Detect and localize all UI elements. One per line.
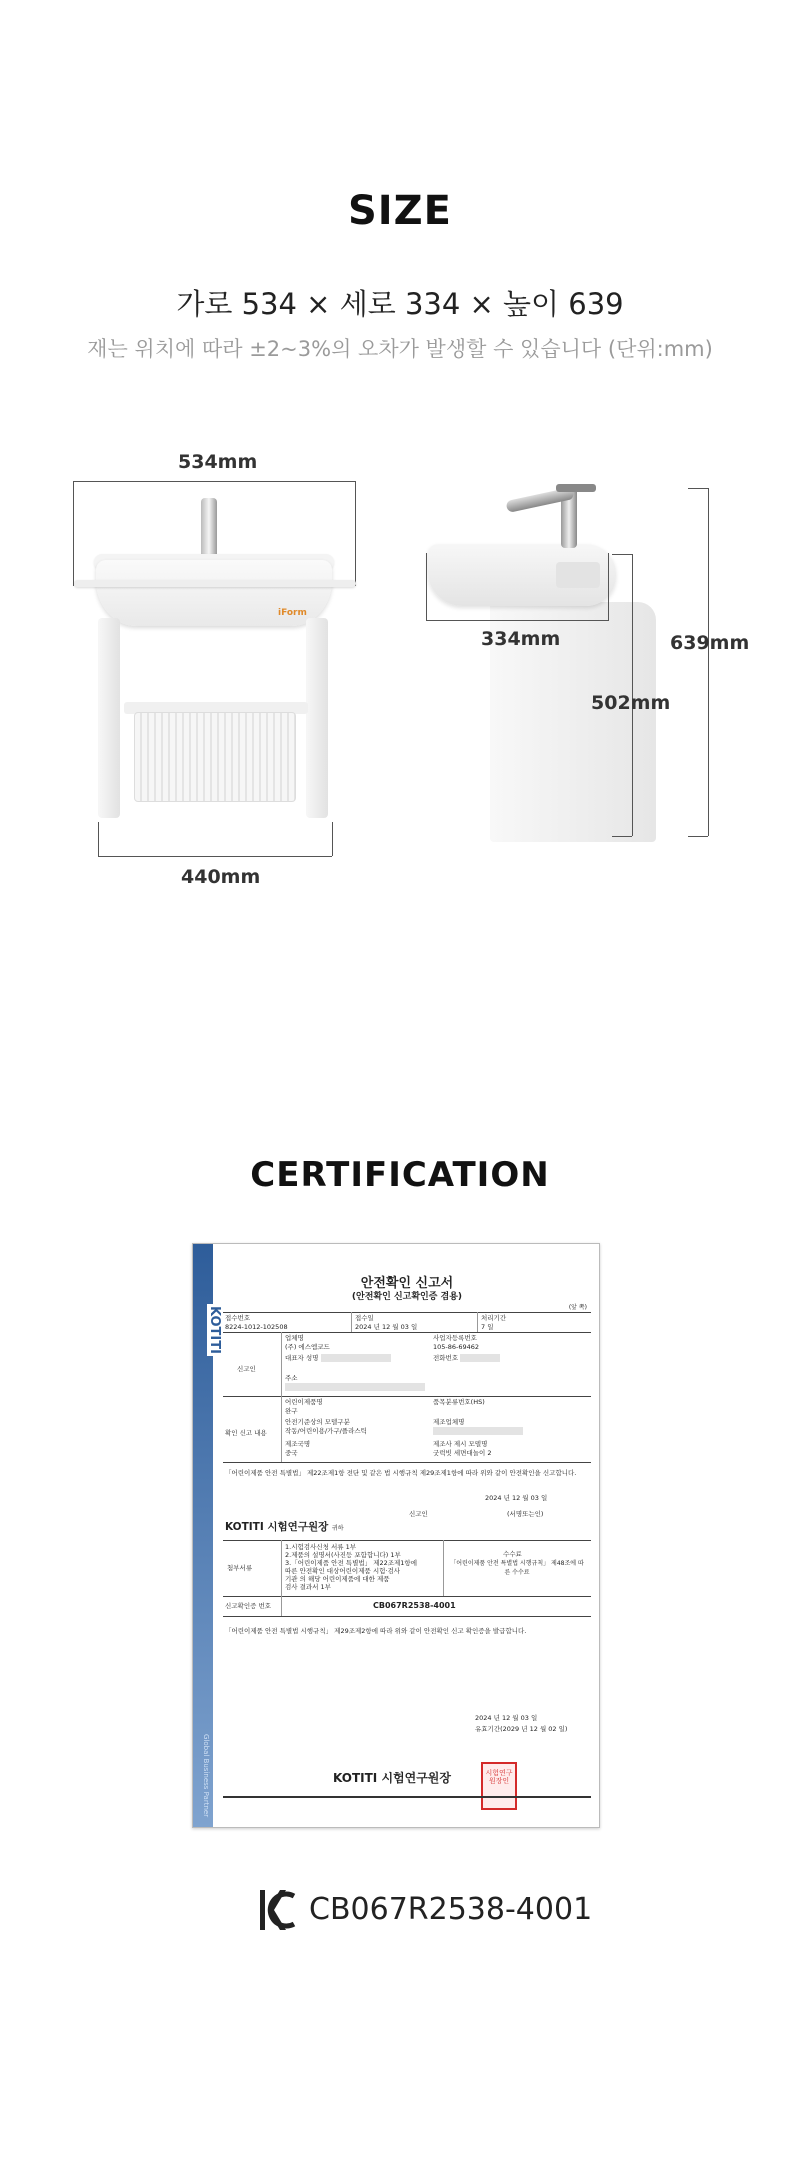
table-top-rule [223, 1312, 591, 1313]
reporter-label: 신고인 [237, 1365, 256, 1373]
divider [477, 1312, 478, 1332]
table-rule [223, 1540, 591, 1541]
depth-left-tick [426, 553, 427, 621]
front-bottom-width-label: 440mm [181, 866, 261, 888]
certificate-subtitle: (안전확인 신고확인증 겸용) [351, 1292, 463, 1302]
front-bottom-right-tick [332, 822, 333, 856]
faucet [201, 498, 217, 558]
body-height-bottom-tick [612, 836, 632, 837]
body-height-label: 502mm [591, 692, 671, 714]
biz-no: 105-86-69462 [433, 1343, 480, 1351]
address-label: 주소 [285, 1374, 298, 1382]
phone-label: 전화번호 [433, 1354, 500, 1363]
company-name: (주) 에스엠코드 [285, 1343, 330, 1351]
divider [281, 1396, 282, 1462]
attachment-item: 기관 의 해당 어린이제품에 대한 제품 [285, 1575, 390, 1583]
model-type: 작동/어린이용/가구/플라스틱 [285, 1427, 367, 1435]
sink-side-view-image [426, 484, 666, 846]
certificate-document [192, 1243, 600, 1828]
issuer: KOTITI 시험연구원장 [333, 1771, 451, 1785]
global-partner-text: Global Business Partner [202, 1734, 210, 1818]
table-rule [223, 1596, 591, 1597]
sink-front-view-image [68, 480, 368, 850]
model-label: 제조사 제시 모델명 [433, 1440, 488, 1448]
biz-no-label: 사업자등록번호 [433, 1334, 477, 1342]
divider [281, 1332, 282, 1396]
cert-no: CB067R2538-4001 [373, 1601, 456, 1610]
page-note: (앞 쪽) [568, 1304, 587, 1311]
processing-label: 처리기간 [481, 1314, 507, 1322]
attachments-label: 첨부서류 [227, 1564, 253, 1572]
hs-label: 품목분류번호(HS) [433, 1398, 485, 1406]
right-leg [306, 618, 328, 818]
country: 중국 [285, 1449, 298, 1457]
receipt-no-label: 접수번호 [225, 1314, 251, 1322]
table-rule [223, 1616, 591, 1617]
attachments-list [285, 1543, 417, 1591]
divider [281, 1540, 282, 1596]
dimensions-summary: 가로 534 × 세로 334 × 높이 639 [176, 287, 624, 321]
cert-no-label: 신고확인증 번호 [225, 1602, 272, 1610]
receipt-no: 8224-1012-102508 [225, 1323, 288, 1331]
manufacturer-value [433, 1427, 523, 1436]
measurement-note: 재는 위치에 따라 ±2~3%의 오차가 발생할 수 있습니다 (단위:mm) [87, 337, 713, 361]
issue-date: 2024 년 12 월 03 일 [475, 1714, 538, 1722]
kc-mark-icon [258, 1886, 296, 1934]
kotiti-logo: KOTITI [207, 1306, 222, 1354]
divider [281, 1596, 282, 1616]
issue-statement: 「어린이제품 안전 특별법 시행규칙」 제29조제2항에 따라 위와 같이 안전확인 신고 확인증을 발급합니다. [225, 1627, 527, 1635]
front-top-width-label: 534mm [178, 451, 258, 473]
body-height-top-tick [612, 554, 632, 555]
country-label: 제조국명 [285, 1440, 311, 1448]
depth-label: 334mm [481, 628, 561, 650]
size-heading: SIZE [347, 188, 453, 234]
attachment-item: 검사 결과서 1부 [285, 1583, 331, 1591]
fee-text: 「어린이제품 안전 특별법 시행규칙」 제48조에 따른 수수료 [450, 1560, 584, 1576]
table-rule [223, 1462, 591, 1463]
divider [351, 1312, 352, 1332]
table-rule [223, 1396, 591, 1397]
front-bottom-left-tick [98, 822, 99, 856]
depth-right-tick [608, 553, 609, 621]
company-label: 업체명 [285, 1334, 304, 1342]
side-plate [556, 562, 600, 588]
kc-certification-row [0, 1880, 800, 1940]
kc-certification-number: CB067R2538-4001 [309, 1892, 593, 1927]
product-logo: iForm [278, 608, 307, 618]
receipt-date-label: 접수일 [355, 1314, 374, 1322]
processing-period: 7 일 [481, 1323, 494, 1331]
statement-date: 2024 년 12 월 03 일 [485, 1494, 548, 1502]
height-line [708, 488, 709, 836]
receipt-date: 2024 년 12 월 03 일 [355, 1323, 418, 1331]
valid-until: 유효기간(2029 년 12 월 02 일) [475, 1725, 568, 1733]
attachment-item: 따른 안전확인 대상어린이제품 시험·검사 [285, 1567, 401, 1575]
height-bottom-tick [688, 836, 708, 837]
attachment-item: 1.시험검사신청 서류 1부 [285, 1543, 356, 1551]
left-leg [98, 618, 120, 818]
front-bottom-dimension-line [98, 856, 332, 857]
side-faucet-head [556, 484, 596, 492]
towel-rail [74, 580, 356, 587]
address-value [285, 1383, 425, 1392]
table-bottom-rule [223, 1796, 591, 1798]
attachment-item: 2.제품의 설명서(사진등 포함합니다) 1부 [285, 1551, 401, 1559]
official-seal: 시험연구원장인 [481, 1762, 517, 1810]
height-top-tick [688, 488, 708, 489]
storage-basket [134, 712, 296, 802]
divider [443, 1540, 444, 1596]
certificate-title: 안전확인 신고서 [360, 1276, 454, 1291]
product-name-label: 어린이제품명 [285, 1398, 323, 1406]
signer-label: 신고인 [409, 1510, 428, 1518]
fee-label: 수수료 [503, 1550, 522, 1558]
ceo-label: 대표자 성명 [285, 1354, 391, 1363]
model-type-label: 안전기준상의 모델구분 [285, 1418, 350, 1426]
report-statement: 「어린이제품 안전 특별법」 제22조제1항 전단 및 같은 법 시행규칙 제29조제1항에 따라 위와 같이 안전확인을 신고합니다. [225, 1469, 577, 1477]
certification-heading: CERTIFICATION [250, 1155, 550, 1195]
height-label: 639mm [670, 632, 750, 654]
table-rule [223, 1332, 591, 1333]
addressee: KOTITI 시험연구원장 귀하 [225, 1521, 344, 1533]
product-name: 완구 [285, 1407, 298, 1415]
model-name: 굿럭빗 세면대놀이 2 [433, 1449, 492, 1457]
report-content-label: 확인 신고 내용 [225, 1429, 267, 1437]
sign-note: (서명또는인) [507, 1510, 544, 1518]
manufacturer-label: 제조업체명 [433, 1418, 465, 1426]
depth-dimension-line [426, 620, 608, 621]
attachment-item: 3.「어린이제품 안전 특별법」 제22조제1항에 [285, 1559, 417, 1567]
